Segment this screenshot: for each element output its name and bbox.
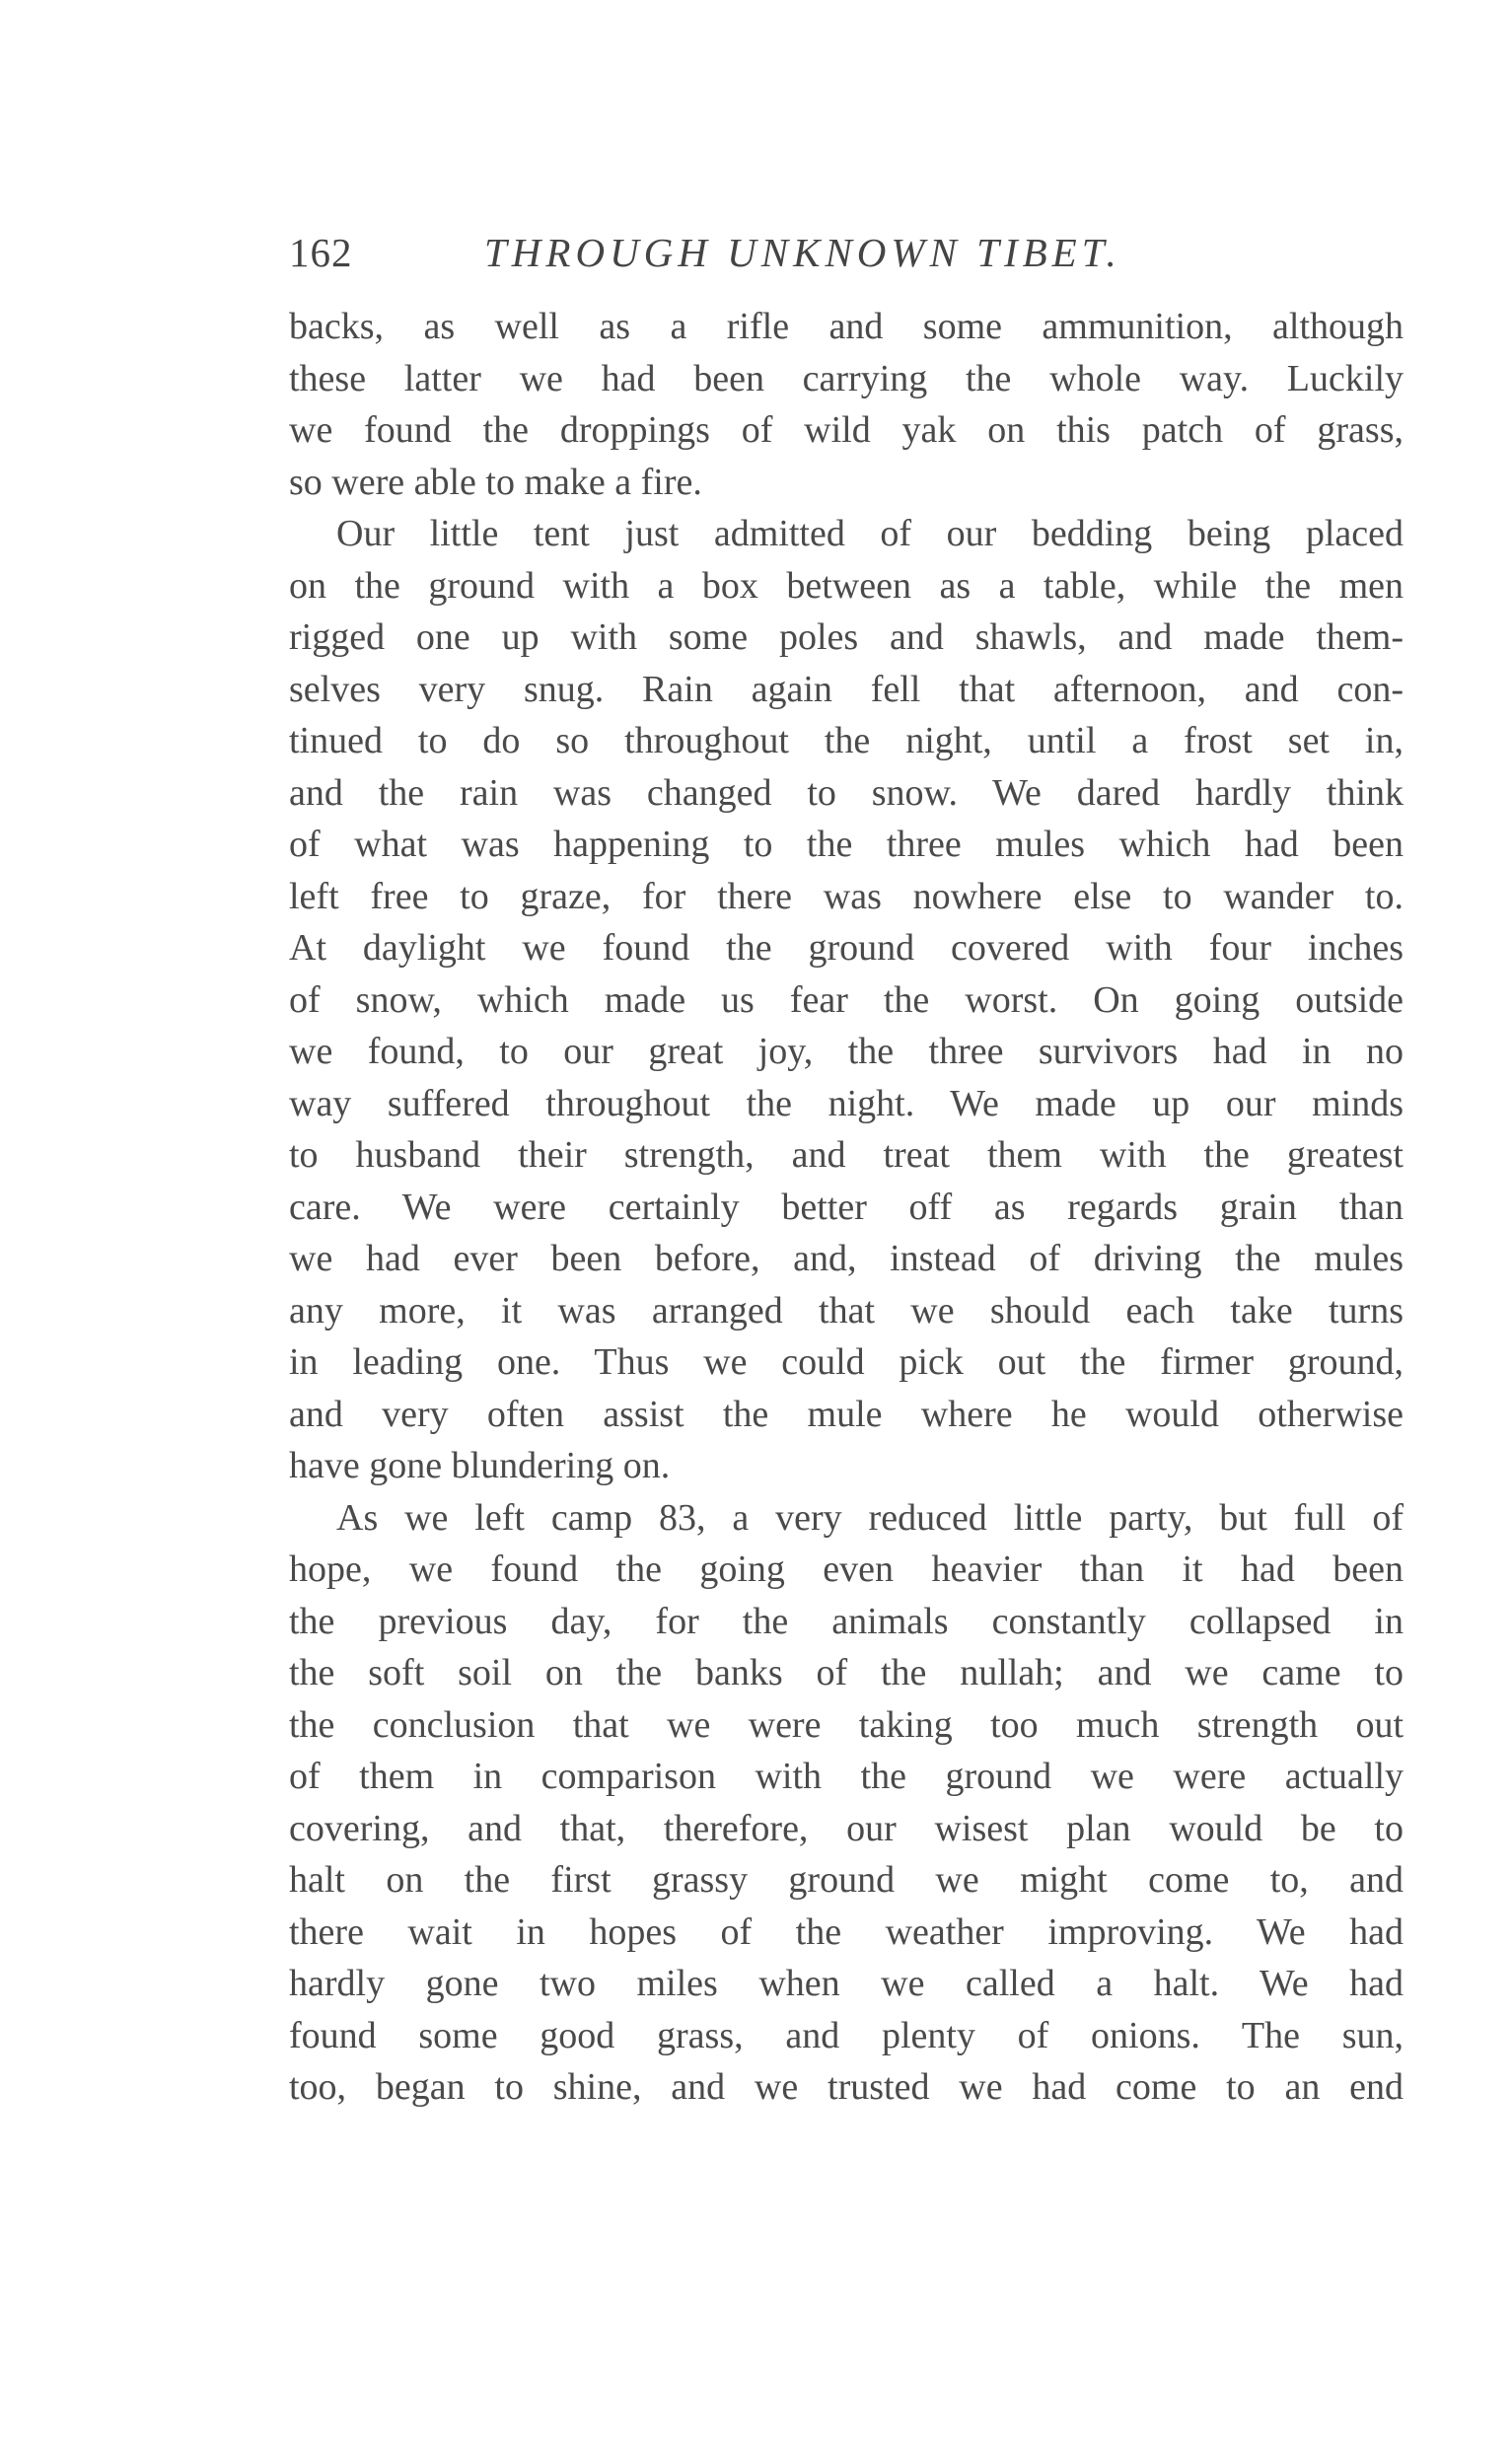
page-header bbox=[289, 223, 1275, 282]
text-line: we found the droppings of wild yak on this patch of grass, bbox=[289, 409, 1404, 451]
text-line: of what was happening to the three mules which had been bbox=[289, 824, 1404, 865]
text-line: so were able to make a fire. bbox=[289, 461, 702, 503]
text-line: have gone blundering on. bbox=[289, 1445, 671, 1486]
text-line: and very often assist the mule where he would otherwise bbox=[289, 1393, 1404, 1435]
text-line: any more, it was arranged that we should each take turns bbox=[289, 1289, 1404, 1331]
text-line: and the rain was changed to snow. We dared hardly think bbox=[289, 771, 1404, 814]
text-line: the soft soil on the banks of the nullah; and we came to bbox=[289, 1652, 1404, 1693]
body-text bbox=[289, 301, 1404, 2114]
text-line: left free to graze, for there was nowhere else to wander to. bbox=[289, 875, 1404, 917]
text-line: selves very snug. Rain again fell that afternoon, and con- bbox=[289, 668, 1404, 710]
text-line: on the ground with a box between as a table, while the men bbox=[289, 564, 1404, 607]
text-line: hardly gone two miles when we called a halt. We had bbox=[289, 1963, 1404, 2004]
text-line: in leading one. Thus we could pick out the firmer ground, bbox=[289, 1341, 1404, 1383]
text-line: there wait in hopes of the weather improving. We had bbox=[289, 1910, 1404, 1953]
text-line: care. We were certainly better off as regards grain than bbox=[289, 1186, 1404, 1228]
text-line: to husband their strength, and treat them with the greatest bbox=[289, 1134, 1404, 1176]
text-line: covering, and that, therefore, our wisest plan would be to bbox=[289, 1807, 1404, 1849]
text-line: As we left camp 83, a very reduced little party, but full of bbox=[336, 1496, 1404, 1539]
text-line: the conclusion that we were taking too much strength out bbox=[289, 1703, 1404, 1746]
text-line: Our little tent just admitted of our bedding being placed bbox=[336, 513, 1404, 554]
text-line: these latter we had been carrying the whole way. Luckily bbox=[289, 357, 1404, 399]
text-line: the previous day, for the animals constantly collapsed in bbox=[289, 1600, 1404, 1642]
text-line: rigged one up with some poles and shawls, and made them- bbox=[289, 616, 1404, 658]
text-line: tinued to do so throughout the night, until a frost set in, bbox=[289, 720, 1404, 761]
text-line: halt on the first grassy ground we might come to, and bbox=[289, 1859, 1404, 1901]
text-line: of snow, which made us fear the worst. On going outside bbox=[289, 978, 1404, 1021]
text-line: found some good grass, and plenty of onions. The sun, bbox=[289, 2014, 1404, 2056]
text-line: way suffered throughout the night. We made up our minds bbox=[289, 1082, 1404, 1124]
text-line: backs, as well as a rifle and some ammunition, although bbox=[289, 306, 1404, 347]
text-line: hope, we found the going even heavier than it had been bbox=[289, 1548, 1404, 1590]
text-line: we had ever been before, and, instead of driving the mules bbox=[289, 1238, 1404, 1279]
running-title: THROUGH UNKNOWN TIBET. bbox=[484, 230, 1121, 275]
text-line: we found, to our great joy, the three survivors had in no bbox=[289, 1031, 1404, 1072]
page-number: 162 bbox=[289, 230, 353, 275]
text-line: of them in comparison with the ground we were actually bbox=[289, 1756, 1404, 1797]
text-line: too, began to shine, and we trusted we had come to an end bbox=[289, 2066, 1404, 2108]
text-line: At daylight we found the ground covered with four inches bbox=[289, 927, 1404, 969]
